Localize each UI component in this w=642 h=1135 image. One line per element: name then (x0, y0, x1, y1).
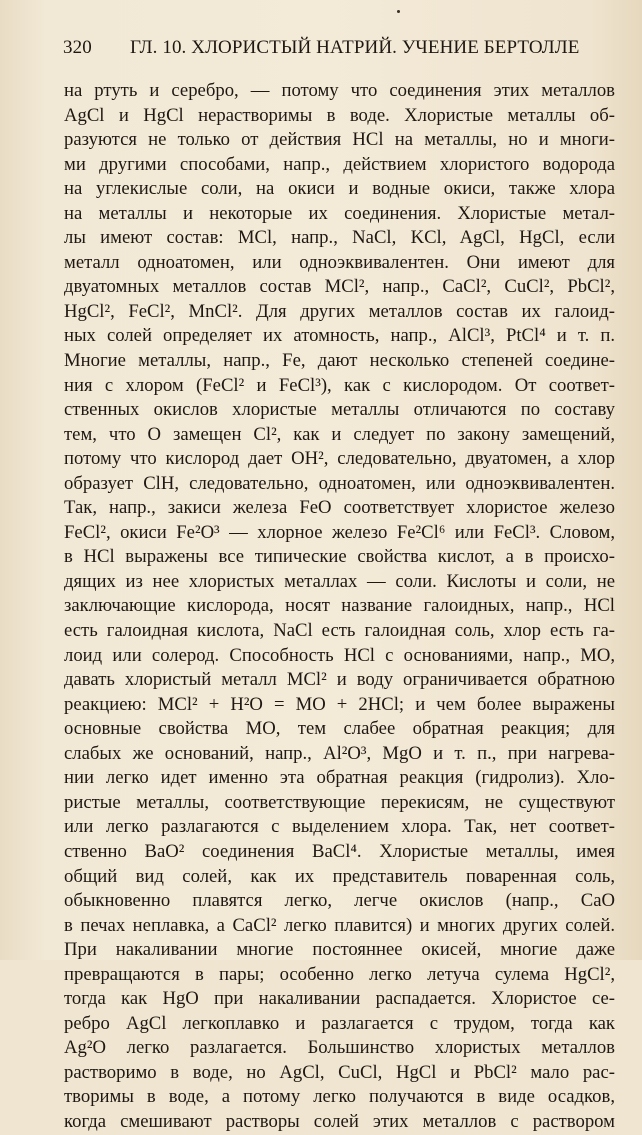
ink-dot (397, 10, 400, 13)
body-text (64, 79, 615, 1135)
text-line: превращаются в пары; особенно легко летуча сулема HgCl², (64, 963, 615, 985)
text-line: ребро AgCl легкоплавко и разлагается с трудом, тогда как (64, 1012, 615, 1034)
running-head (63, 36, 618, 60)
text-line: разуются не только от действия HCl на металлы, но и многи- (64, 129, 615, 151)
text-line: ристые металлы, соответствующие перекисям, не существуют (64, 791, 615, 813)
text-line: растворимо в воде, но AgCl, CuCl, HgCl и PbCl² мало рас- (64, 1061, 615, 1083)
text-line: потому что кислород дает OH², следовательно, двуатомен, а хлор (64, 448, 615, 470)
text-line: Ag²O легко разлагается. Большинство хлористых металлов (64, 1037, 615, 1059)
text-line: на металлы и некоторые их соединения. Хлористые метал- (64, 202, 615, 224)
text-line: лы имеют состав: MCl, напр., NaCl, KCl, AgCl, HgCl, если (64, 227, 615, 249)
text-line: HgCl², FeCl², MnCl². Для других металлов состав их галоид- (64, 300, 615, 322)
text-line: есть галоидная кислота, NaCl есть галоидная соль, хлор есть га- (64, 620, 615, 642)
text-line: ственно BaO² соединения BaCl⁴. Хлористые металлы, имея (64, 840, 615, 862)
text-line: нии легко идет именно эта обратная реакция (гидролиз). Хло- (64, 767, 615, 789)
text-line: когда смешивают растворы солей этих металлов с раствором (64, 1110, 615, 1132)
text-line: металл одноатомен, или одноэквивалентен. Они имеют для (64, 251, 615, 273)
text-line: в печах неплавка, а CaCl² легко плавится) и многих других солей. (64, 914, 615, 936)
text-line: лоид или солерод. Способность HCl с основаниями, напр., MO, (64, 644, 615, 666)
text-line: в HCl выражены все типические свойства кислот, а в происхо- (64, 546, 615, 568)
text-line: основные свойства MO, тем слабее обратная реакция; для (64, 718, 615, 740)
text-line: слабых же оснований, напр., Al²O³, MgO и т. п., при нагрева- (64, 742, 615, 764)
text-line: реакциею: MCl² + H²O = MO + 2HCl; и чем более выражены (64, 693, 615, 715)
text-line: Так, напр., закиси железа FeO соответствует хлористое железо (64, 497, 615, 519)
text-line: ми другими способами, напр., действием хлористого водорода (64, 153, 615, 175)
text-line: давать хлористый металл MCl² и воду ограничивается обратною (64, 669, 615, 691)
text-line: ных солей определяет их атомность, напр., AlCl³, PtCl⁴ и т. п. (64, 325, 615, 347)
text-line: творимы в воде, а потому легко получаются в виде осадков, (64, 1086, 615, 1108)
text-line: FeCl², окиси Fe²O³ — хлорное железо Fe²Cl⁶ или FeCl³. Словом, (64, 521, 615, 543)
text-line: или легко разлагаются с выделением хлора. Так, нет соответ- (64, 816, 615, 838)
text-line: на ртуть и серебро, — потому что соединения этих металлов (64, 80, 615, 101)
text-line: заключающие кислорода, носят название галоидных, напр., HCl (64, 595, 615, 617)
text-line: При накаливании многие постояннее окисей, многие даже (64, 939, 615, 961)
page-number: 320 (63, 37, 92, 58)
text-line: Многие металлы, напр., Fe, дают несколько степеней соедине- (64, 350, 615, 372)
text-line: ственных окислов хлористые металлы отличаются по составу (64, 399, 615, 421)
text-line: ния с хлором (FeCl² и FeCl³), как с кислородом. От соответ- (64, 374, 615, 396)
text-line: AgCl и HgCl нерастворимы в воде. Хлористые металлы об- (64, 104, 615, 126)
text-line: тем, что O замещен Cl², как и следует по закону замещений, (64, 423, 615, 445)
text-line: образует ClH, следовательно, одноатомен, или одноэквивалентен. (64, 472, 615, 494)
text-line: обыкновенно плавятся легко, легче окислов (напр., CaO (64, 890, 615, 912)
chapter-title: ГЛ. 10. ХЛОРИСТЫЙ НАТРИЙ. УЧЕНИЕ БЕРТОЛЛЕ (130, 37, 580, 58)
text-line: на углекислые соли, на окиси и водные окиси, также хлора (64, 178, 615, 200)
text-line: двуатомных металлов состав MCl², напр., CaCl², CuCl², PbCl², (64, 276, 615, 298)
text-line: тогда как HgO при накаливании распадается. Хлористое се- (64, 988, 615, 1010)
text-line: дящих из нее хлористых металлах — соли. Кислоты и соли, не (64, 570, 615, 592)
text-line: общий вид солей, как их представитель поваренная соль, (64, 865, 615, 887)
